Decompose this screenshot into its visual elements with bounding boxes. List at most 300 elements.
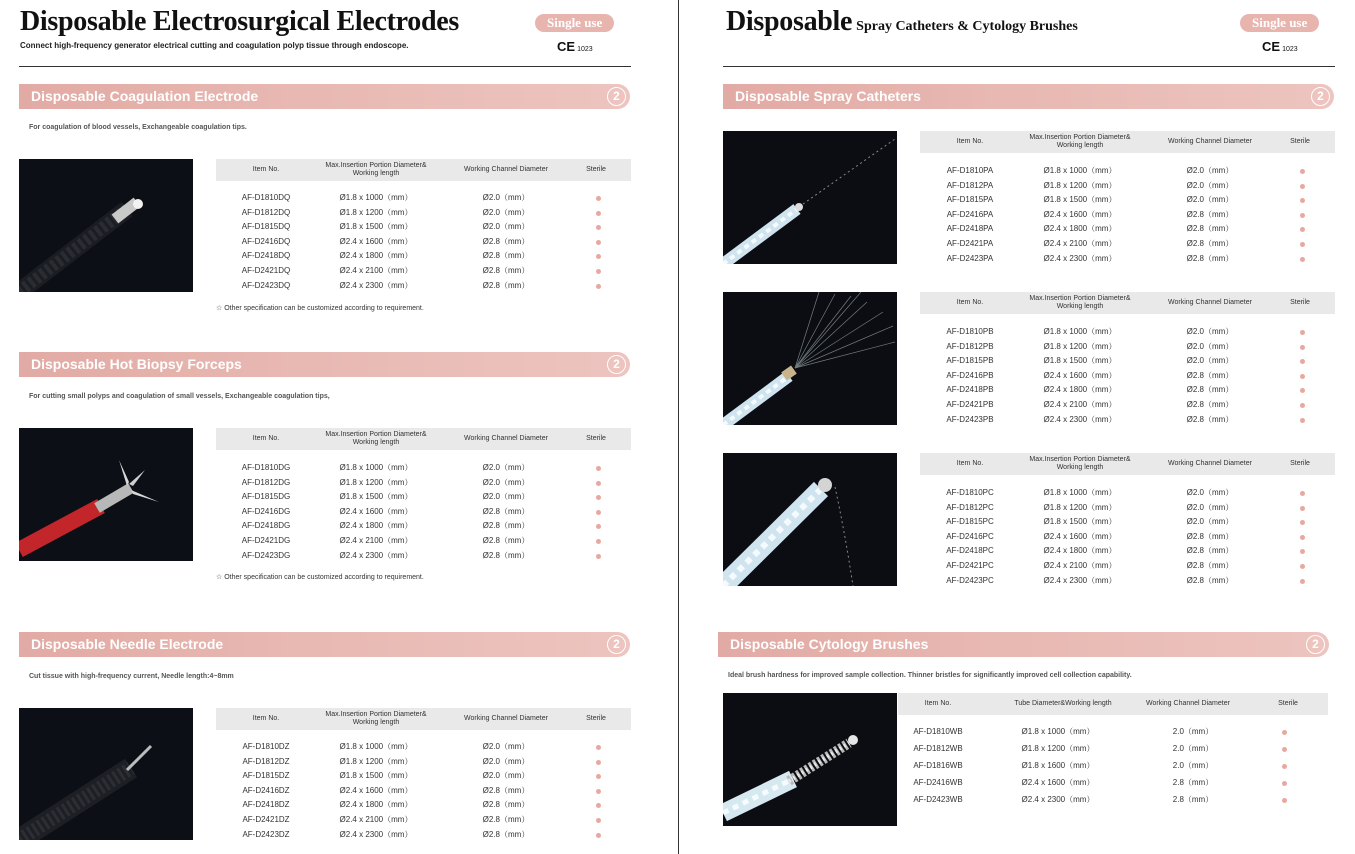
table-row — [920, 179, 1335, 194]
table-row — [216, 264, 631, 279]
table-cell: Ø2.4 x 2300（mm） — [1021, 795, 1095, 804]
sterile-dot-icon — [1282, 747, 1287, 752]
right-page-title: Disposable Spray Catheters & Cytology Brushes — [726, 6, 1078, 37]
sterile-dot-icon — [1300, 506, 1305, 511]
table-cell: Ø1.8 x 1200（mm） — [339, 207, 413, 217]
sterile-dot-icon — [596, 211, 601, 216]
table-cell: AF-D2423DZ — [242, 829, 290, 839]
table-cell: Ø1.8 x 1000（mm） — [1021, 727, 1095, 736]
table-cell: Ø1.8 x 1000（mm） — [339, 193, 413, 202]
table-cell: Ø1.8 x 1600（mm） — [1021, 761, 1095, 770]
circled-number-icon: 2 — [1311, 87, 1330, 106]
table-cell: Ø2.4 x 1800（mm） — [339, 251, 413, 261]
sterile-dot-icon — [1300, 374, 1305, 379]
section-description: For cutting small polyps and coagulation of small vessels, Exchangeable coagulation tips, — [29, 393, 330, 400]
sterile-dot-icon — [1300, 257, 1305, 262]
table-row — [920, 486, 1335, 501]
table-row — [216, 549, 631, 564]
col-sterile: Sterile — [1290, 138, 1310, 145]
table-row — [216, 769, 631, 784]
table-cell: 2.0（mm） — [1172, 727, 1214, 736]
sterile-dot-icon — [1282, 764, 1287, 769]
table-row — [216, 476, 631, 491]
table-row — [216, 249, 631, 264]
table-cell: 2.0（mm） — [1172, 744, 1214, 753]
table-row — [920, 559, 1335, 574]
table-cell: AF-D2416PB — [946, 370, 994, 380]
ce-mark-text: CE — [557, 39, 576, 54]
col-sterile: Sterile — [1290, 299, 1310, 306]
table-cell: Ø1.8 x 1200（mm） — [339, 756, 413, 766]
col-item-no: Item No. — [924, 700, 952, 707]
col-item-no: Item No. — [956, 138, 984, 145]
table-cell: Ø2.4 x 2100（mm） — [1043, 238, 1117, 248]
hot-biopsy-forceps-table — [216, 428, 631, 568]
table-row — [216, 740, 631, 755]
needle-electrode-table — [216, 708, 631, 848]
table-cell: Ø2.4 x 2300（mm） — [1043, 414, 1117, 424]
table-cell: AF-D2423DG — [241, 550, 291, 560]
table-cell: Ø2.8（mm） — [482, 521, 530, 531]
table-row — [898, 759, 1328, 776]
ce-number: 1023 — [1282, 46, 1298, 53]
table-row — [216, 813, 631, 828]
table-cell: Ø1.8 x 1200（mm） — [1043, 502, 1117, 512]
table-cell: Ø2.0（mm） — [1186, 180, 1234, 190]
table-cell: Ø2.4 x 1600（mm） — [339, 785, 413, 795]
table-cell: Ø2.8（mm） — [1186, 414, 1234, 424]
table-cell: AF-D2416DG — [241, 506, 291, 516]
table-cell: Ø1.8 x 1000（mm） — [1043, 327, 1117, 336]
table-row — [216, 534, 631, 549]
table-row — [920, 413, 1335, 428]
table-body — [216, 740, 631, 842]
table-cell: AF-D2421PB — [946, 399, 994, 409]
sterile-dot-icon — [596, 818, 601, 823]
table-cell: AF-D1815PA — [946, 195, 994, 205]
col-sterile: Sterile — [586, 715, 606, 722]
table-row — [920, 383, 1335, 398]
sterile-dot-icon — [1300, 579, 1305, 584]
table-cell: AF-D1815PC — [946, 517, 994, 527]
table-row — [920, 398, 1335, 413]
table-cell: 2.0（mm） — [1172, 761, 1214, 770]
table-row — [216, 505, 631, 520]
table-row — [920, 574, 1335, 589]
table-body — [216, 461, 631, 563]
table-cell: AF-D1815DQ — [241, 222, 291, 232]
sterile-dot-icon — [1300, 227, 1305, 232]
sterile-dot-icon — [1300, 169, 1305, 174]
table-cell: Ø2.0（mm） — [1186, 488, 1234, 497]
section-band-hot-biopsy-forceps — [19, 352, 630, 377]
sterile-dot-icon — [1300, 359, 1305, 364]
table-cell: Ø2.4 x 1800（mm） — [339, 800, 413, 810]
table-cell: Ø2.8（mm） — [1186, 224, 1234, 234]
table-cell: AF-D2416DQ — [241, 236, 291, 246]
table-cell: AF-D2416WB — [913, 778, 963, 787]
table-cell: Ø2.4 x 2300（mm） — [1043, 253, 1117, 263]
table-cell: 2.8（mm） — [1172, 778, 1214, 787]
table-row — [216, 235, 631, 250]
table-header — [216, 159, 631, 181]
table-cell: Ø2.8（mm） — [482, 800, 530, 810]
table-cell: Ø1.8 x 1200（mm） — [339, 477, 413, 487]
circled-number-icon: 2 — [607, 87, 626, 106]
left-page — [0, 0, 676, 854]
spray-catheter-b-table — [920, 292, 1335, 432]
table-cell: Ø2.0（mm） — [482, 771, 530, 781]
section-heading: Disposable Cytology Brushes — [730, 636, 929, 652]
table-row — [920, 252, 1335, 267]
table-cell: Ø2.8（mm） — [1186, 399, 1234, 409]
col-working-channel: Working Channel Diameter — [1168, 460, 1252, 467]
table-cell: Ø2.0（mm） — [482, 492, 530, 502]
table-cell: AF-D2423PA — [946, 253, 994, 263]
sterile-dot-icon — [596, 269, 601, 274]
section-band-cytology-brushes — [718, 632, 1329, 657]
sterile-dot-icon — [596, 225, 601, 230]
section-band-spray-catheters — [723, 84, 1334, 109]
col-item-no: Item No. — [252, 166, 280, 173]
table-cell: Ø1.8 x 1200（mm） — [1043, 180, 1117, 190]
col-item-no: Item No. — [252, 435, 280, 442]
table-cell: AF-D1810DG — [241, 463, 291, 472]
table-cell: AF-D2418DQ — [241, 251, 291, 261]
table-cell: Ø2.8（mm） — [1186, 575, 1234, 585]
table-cell: Ø2.8（mm） — [1186, 370, 1234, 380]
table-row — [898, 776, 1328, 793]
sterile-dot-icon — [1300, 535, 1305, 540]
table-cell: AF-D1810WB — [913, 727, 963, 736]
table-cell: Ø2.4 x 2300（mm） — [339, 829, 413, 839]
table-header — [920, 453, 1335, 475]
table-cell: Ø2.0（mm） — [482, 222, 530, 232]
table-row — [920, 164, 1335, 179]
sterile-dot-icon — [1300, 345, 1305, 350]
table-cell: AF-D1812PC — [946, 502, 994, 512]
sterile-dot-icon — [1282, 798, 1287, 803]
table-cell: AF-D1816WB — [913, 761, 963, 770]
section-heading: Disposable Spray Catheters — [735, 88, 921, 104]
sterile-dot-icon — [596, 196, 601, 201]
section-description: For coagulation of blood vessels, Exchangeable coagulation tips. — [29, 124, 247, 131]
table-cell: Ø2.4 x 2100（mm） — [1043, 399, 1117, 409]
table-row — [898, 725, 1328, 742]
table-cell: Ø1.8 x 1200（mm） — [1021, 744, 1095, 753]
table-cell: AF-D2416PA — [946, 209, 994, 219]
col-working-channel: Working Channel Diameter — [1146, 700, 1230, 707]
table-cell: AF-D2423WB — [913, 795, 963, 804]
col-working-channel: Working Channel Diameter — [1168, 138, 1252, 145]
table-cell: Ø2.8（mm） — [482, 814, 530, 824]
col-sterile: Sterile — [1290, 460, 1310, 467]
sterile-dot-icon — [1300, 549, 1305, 554]
table-cell: Ø2.4 x 1800（mm） — [339, 521, 413, 531]
table-cell: Ø1.8 x 1200（mm） — [1043, 341, 1117, 351]
table-cell: AF-D1815PB — [946, 356, 994, 366]
table-cell: Ø2.8（mm） — [482, 265, 530, 275]
table-cell: Ø1.8 x 1500（mm） — [339, 222, 413, 232]
table-cell: AF-D2418DZ — [242, 800, 290, 810]
sterile-dot-icon — [596, 789, 601, 794]
section-heading: Disposable Needle Electrode — [31, 636, 224, 652]
sterile-dot-icon — [596, 833, 601, 838]
table-row — [216, 828, 631, 843]
table-cell: Ø2.4 x 1600（mm） — [1043, 370, 1117, 380]
table-header — [216, 428, 631, 450]
table-cell: AF-D2418PB — [946, 385, 994, 395]
header-rule — [19, 66, 631, 67]
table-cell: AF-D1812DZ — [242, 756, 290, 766]
table-cell: Ø2.4 x 2100（mm） — [1043, 560, 1117, 570]
spray-catheter-c-table — [920, 453, 1335, 593]
table-cell: AF-D2418PA — [946, 224, 994, 234]
col-sterile: Sterile — [1278, 700, 1298, 707]
col-sterile: Sterile — [586, 166, 606, 173]
table-row — [216, 206, 631, 221]
table-cell: Ø2.0（mm） — [1186, 341, 1234, 351]
col-max-insertion: Max.Insertion Portion Diameter& Working length — [1029, 134, 1131, 149]
table-row — [920, 325, 1335, 340]
table-cell: Ø2.8（mm） — [482, 550, 530, 560]
table-row — [920, 515, 1335, 530]
table-row — [898, 742, 1328, 759]
sterile-dot-icon — [596, 539, 601, 544]
table-cell: Ø2.4 x 2100（mm） — [339, 814, 413, 824]
spray-catheter-a-photo — [723, 131, 897, 264]
table-body — [920, 325, 1335, 427]
table-row — [920, 354, 1335, 369]
table-body — [216, 191, 631, 293]
coagulation-electrode-table — [216, 159, 631, 299]
table-cell: AF-D1810DQ — [241, 193, 291, 202]
table-cell: AF-D2421PA — [946, 238, 994, 248]
table-row — [216, 220, 631, 235]
table-cell: AF-D2423PB — [946, 414, 994, 424]
sterile-dot-icon — [596, 466, 601, 471]
ce-mark — [1262, 39, 1298, 54]
sterile-dot-icon — [596, 254, 601, 259]
col-max-insertion: Max.Insertion Portion Diameter& Working length — [325, 711, 427, 726]
table-header — [920, 131, 1335, 153]
table-cell: 2.8（mm） — [1172, 795, 1214, 804]
table-cell: Ø2.8（mm） — [482, 236, 530, 246]
sterile-dot-icon — [1282, 781, 1287, 786]
table-cell: Ø2.4 x 2300（mm） — [339, 550, 413, 560]
table-cell: Ø2.8（mm） — [482, 506, 530, 516]
sterile-dot-icon — [596, 481, 601, 486]
col-working-channel: Working Channel Diameter — [464, 166, 548, 173]
table-cell: AF-D1815DG — [241, 492, 291, 502]
single-use-badge: Single use — [1240, 14, 1319, 32]
sterile-dot-icon — [596, 554, 601, 559]
col-max-insertion: Max.Insertion Portion Diameter& Working length — [1029, 456, 1131, 471]
col-item-no: Item No. — [956, 299, 984, 306]
table-cell: Ø2.4 x 2300（mm） — [1043, 575, 1117, 585]
table-cell: AF-D1812WB — [913, 744, 963, 753]
spray-catheter-b-photo — [723, 292, 897, 425]
table-cell: AF-D2423DQ — [241, 280, 291, 290]
table-cell: Ø2.8（mm） — [1186, 253, 1234, 263]
cytology-brush-table — [913, 693, 1335, 818]
table-cell: Ø2.8（mm） — [1186, 546, 1234, 556]
table-row — [920, 208, 1335, 223]
table-row — [920, 340, 1335, 355]
left-page-subtitle: Connect high-frequency generator electrical cutting and coagulation polyp tissue through endoscope. — [20, 41, 409, 50]
table-cell: Ø2.0（mm） — [1186, 195, 1234, 205]
coagulation-electrode-photo — [19, 159, 193, 292]
ce-number: 1023 — [577, 46, 593, 53]
section-description: Ideal brush hardness for improved sample collection. Thinner bristles for significantly improved cell collection capability. — [728, 672, 1132, 679]
table-cell: Ø1.8 x 1000（mm） — [1043, 166, 1117, 175]
table-cell: Ø1.8 x 1500（mm） — [1043, 356, 1117, 366]
table-cell: AF-D1812PA — [946, 180, 994, 190]
table-cell: Ø2.4 x 2100（mm） — [339, 265, 413, 275]
table-body — [920, 486, 1335, 588]
table-cell: Ø1.8 x 1500（mm） — [1043, 517, 1117, 527]
table-cell: Ø2.8（mm） — [1186, 209, 1234, 219]
table-cell: AF-D2423PC — [946, 575, 994, 585]
table-cell: AF-D1812PB — [946, 341, 994, 351]
table-cell: Ø2.4 x 1600（mm） — [339, 236, 413, 246]
col-working-channel: Working Channel Diameter — [464, 715, 548, 722]
table-cell: Ø2.0（mm） — [1186, 166, 1234, 175]
table-row — [216, 279, 631, 294]
table-row — [216, 461, 631, 476]
table-cell: Ø2.8（mm） — [1186, 238, 1234, 248]
table-cell: Ø2.4 x 1800（mm） — [1043, 546, 1117, 556]
table-row — [920, 544, 1335, 559]
table-cell: Ø2.4 x 2300（mm） — [339, 280, 413, 290]
table-cell: Ø2.0（mm） — [482, 742, 530, 751]
table-cell: Ø2.0（mm） — [1186, 517, 1234, 527]
table-cell: AF-D1815DZ — [242, 771, 290, 781]
customization-note: ☆ Other specification can be customized according to requirement. — [216, 305, 424, 312]
col-item-no: Item No. — [252, 715, 280, 722]
left-page-title: Disposable Electrosurgical Electrodes — [20, 6, 459, 37]
col-working-channel: Working Channel Diameter — [1168, 299, 1252, 306]
table-cell: AF-D1810PB — [946, 327, 994, 336]
sterile-dot-icon — [1300, 520, 1305, 525]
table-header — [216, 708, 631, 730]
table-cell: Ø2.4 x 1600（mm） — [339, 506, 413, 516]
table-row — [920, 222, 1335, 237]
table-row — [216, 519, 631, 534]
table-cell: Ø2.0（mm） — [1186, 356, 1234, 366]
circled-number-icon: 2 — [1306, 635, 1325, 654]
sterile-dot-icon — [1300, 330, 1305, 335]
sterile-dot-icon — [596, 510, 601, 515]
ce-mark — [557, 39, 593, 54]
table-cell: Ø2.8（mm） — [1186, 560, 1234, 570]
table-cell: AF-D1810PA — [946, 166, 994, 175]
table-cell: AF-D2418DG — [241, 521, 291, 531]
table-cell: Ø2.4 x 2100（mm） — [339, 535, 413, 545]
table-cell: Ø1.8 x 1500（mm） — [1043, 195, 1117, 205]
table-row — [920, 237, 1335, 252]
sterile-dot-icon — [1300, 564, 1305, 569]
table-cell: Ø2.8（mm） — [482, 251, 530, 261]
ce-mark-text: CE — [1262, 39, 1281, 54]
table-cell: Ø2.0（mm） — [482, 207, 530, 217]
table-cell: Ø2.4 x 1600（mm） — [1043, 531, 1117, 541]
sterile-dot-icon — [596, 745, 601, 750]
table-cell: Ø2.4 x 1800（mm） — [1043, 385, 1117, 395]
table-cell: Ø2.0（mm） — [482, 193, 530, 202]
table-cell: AF-D1812DQ — [241, 207, 291, 217]
table-row — [920, 501, 1335, 516]
table-cell: Ø2.0（mm） — [482, 756, 530, 766]
table-row — [920, 193, 1335, 208]
table-cell: Ø2.0（mm） — [1186, 327, 1234, 336]
sterile-dot-icon — [1300, 184, 1305, 189]
single-use-badge: Single use — [535, 14, 614, 32]
table-cell: Ø2.0（mm） — [482, 477, 530, 487]
table-cell: Ø2.8（mm） — [482, 535, 530, 545]
section-band-coagulation-electrode — [19, 84, 630, 109]
col-working-channel: Working Channel Diameter — [464, 435, 548, 442]
table-row — [216, 798, 631, 813]
table-cell: Ø1.8 x 1500（mm） — [339, 492, 413, 502]
sterile-dot-icon — [596, 760, 601, 765]
table-cell: Ø2.0（mm） — [482, 463, 530, 472]
table-cell: Ø2.8（mm） — [482, 829, 530, 839]
table-row — [920, 369, 1335, 384]
table-cell: Ø2.8（mm） — [1186, 385, 1234, 395]
sterile-dot-icon — [1300, 242, 1305, 247]
table-header — [898, 693, 1328, 715]
table-cell: Ø2.4 x 1600（mm） — [1043, 209, 1117, 219]
circled-number-icon: 2 — [607, 635, 626, 654]
needle-electrode-photo — [19, 708, 193, 840]
table-cell: AF-D1810PC — [946, 488, 994, 497]
table-cell: Ø1.8 x 1000（mm） — [1043, 488, 1117, 497]
table-cell: Ø1.8 x 1000（mm） — [339, 742, 413, 751]
cytology-brush-photo — [723, 693, 897, 826]
col-max-insertion: Max.Insertion Portion Diameter& Working length — [325, 162, 427, 177]
sterile-dot-icon — [596, 284, 601, 289]
col-tube-diameter: Tube Diameter&Working length — [1014, 700, 1112, 707]
table-row — [920, 530, 1335, 545]
table-cell: AF-D2416DZ — [242, 785, 290, 795]
table-body — [898, 725, 1328, 810]
sterile-dot-icon — [596, 240, 601, 245]
header-rule — [723, 66, 1335, 67]
customization-note: ☆ Other specification can be customized according to requirement. — [216, 574, 424, 581]
col-max-insertion: Max.Insertion Portion Diameter& Working length — [1029, 295, 1131, 310]
table-cell: Ø1.8 x 1500（mm） — [339, 771, 413, 781]
table-header — [920, 292, 1335, 314]
sterile-dot-icon — [1300, 213, 1305, 218]
table-row — [216, 784, 631, 799]
sterile-dot-icon — [1300, 388, 1305, 393]
section-description: Cut tissue with high-frequency current, Needle length:4~8mm — [29, 673, 234, 680]
hot-biopsy-forceps-photo — [19, 428, 193, 561]
table-cell: AF-D1810DZ — [242, 742, 290, 751]
sterile-dot-icon — [596, 774, 601, 779]
col-max-insertion: Max.Insertion Portion Diameter& Working length — [325, 431, 427, 446]
circled-number-icon: 2 — [607, 355, 626, 374]
sterile-dot-icon — [1300, 418, 1305, 423]
col-item-no: Item No. — [956, 460, 984, 467]
table-cell: Ø2.8（mm） — [482, 785, 530, 795]
table-cell: AF-D1812DG — [241, 477, 291, 487]
table-row — [898, 793, 1328, 810]
section-heading: Disposable Coagulation Electrode — [31, 88, 259, 104]
table-cell: Ø2.8（mm） — [482, 280, 530, 290]
table-cell: Ø1.8 x 1000（mm） — [339, 463, 413, 472]
